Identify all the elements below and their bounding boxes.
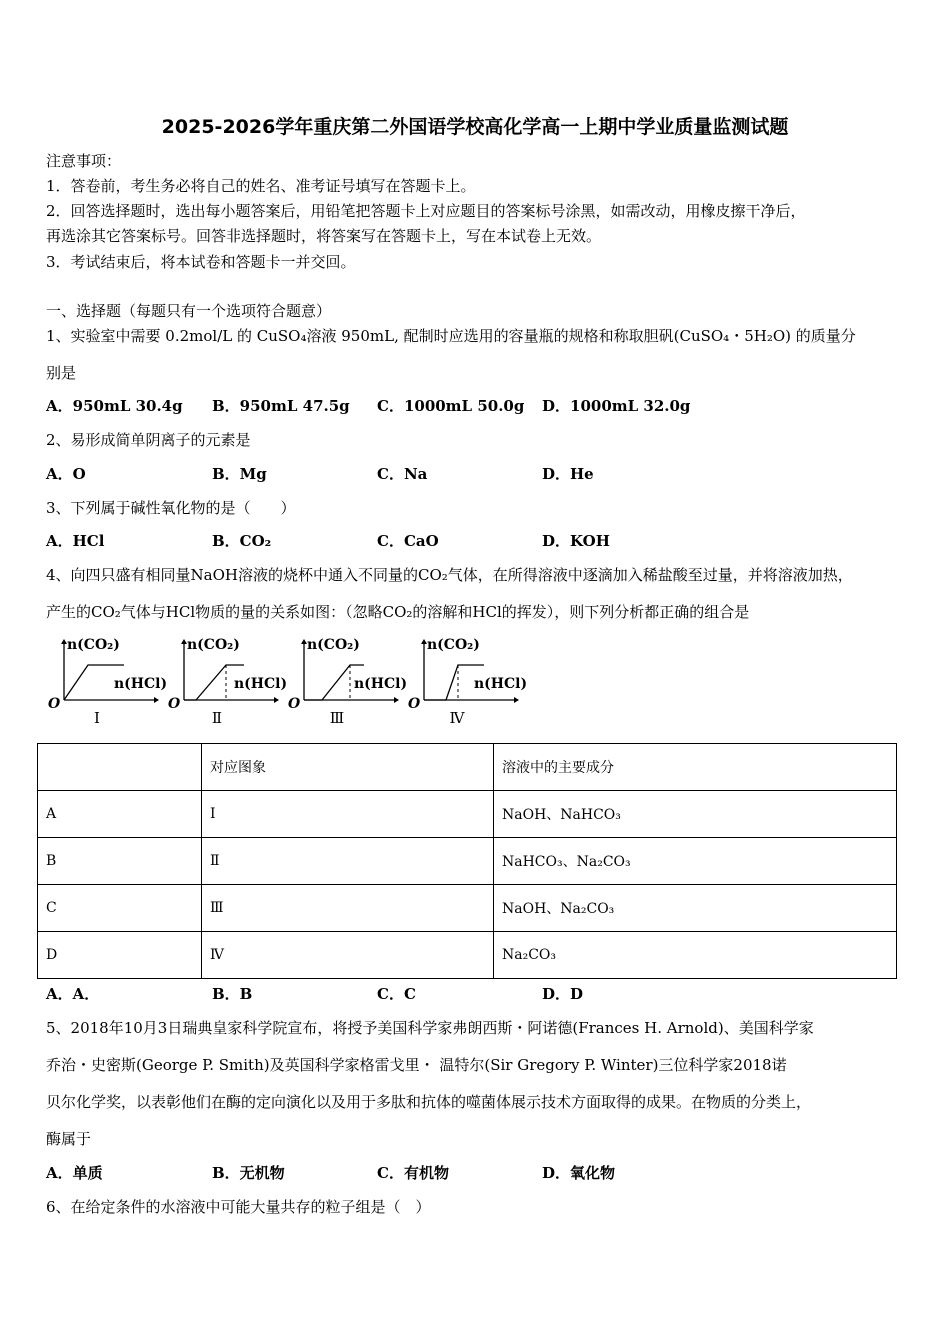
q3-option-d[interactable]: D．KOH [542,532,610,550]
q3-text: 3、下列属于碱性氧化物的是（ ） [46,499,296,517]
table-header-row [38,744,897,791]
table-header: 溶液中的主要成分 [494,744,897,791]
q3-option-a[interactable]: A．HCl [46,532,105,550]
x-axis-arrow [154,697,159,703]
graph-label: Ⅳ [449,709,465,727]
table-cell: NaOH、NaHCO₃ [494,791,897,838]
q5-text: 贝尔化学奖，以表彰他们在酶的定向演化以及用于多肽和抗体的噬菌体展示技术方面取得的成果。在物质的分类上， [46,1093,812,1111]
graph-label: Ⅲ [329,709,345,727]
table-header: 对应图象 [202,744,494,791]
x-axis-label: n(HCl) [114,676,168,692]
origin-label: O [168,696,181,712]
q1-option-a[interactable]: A．950mL 30.4g [46,397,183,415]
q5-option-b[interactable]: B．无机物 [212,1164,285,1182]
table-row [38,932,897,979]
q2-text: 2、易形成简单阴离子的元素是 [46,431,251,449]
origin-label: O [288,696,301,712]
q1-option-b[interactable]: B．950mL 47.5g [212,397,350,415]
section-heading: 一、选择题（每题只有一个选项符合题意） [46,302,332,320]
q4-graphs [40,630,530,730]
q1-option-c[interactable]: C．1000mL 50.0g [377,397,525,415]
y-axis-label: n(CO₂) [427,637,480,653]
table-row [38,838,897,885]
notice-heading: 注意事项： [46,152,122,170]
x-axis-label: n(HCl) [474,676,528,692]
page-title: 2025-2026学年重庆第二外国语学校高化学高一上期中学业质量监测试题 [161,116,789,138]
q4-table [37,743,897,979]
q5-option-c[interactable]: C．有机物 [377,1164,449,1182]
x-axis-arrow [274,697,279,703]
table-cell: NaHCO₃、Na₂CO₃ [494,838,897,885]
notice-item: 1．答卷前，考生务必将自己的姓名、准考证号填写在答题卡上。 [46,177,476,195]
q5-text: 酶属于 [46,1130,92,1148]
table-cell: C [38,885,202,932]
q1-text: 别是 [46,364,77,382]
table-cell: Na₂CO₃ [494,932,897,979]
notice-item: 再选涂其它答案标号。回答非选择题时，将答案写在答题卡上，写在本试卷上无效。 [46,227,602,245]
x-axis-label: n(HCl) [234,676,288,692]
q4-option-b[interactable]: B．B [212,985,253,1003]
table-cell: Ⅳ [202,932,494,979]
q4-text: 4、向四只盛有相同量NaOH溶液的烧杯中通入不同量的CO₂气体，在所得溶液中逐滴加入稀盐酸至过量，并将溶液加热， [46,566,853,584]
q6-text: 6、在给定条件的水溶液中可能大量共存的粒子组是（ ） [46,1198,431,1216]
table-cell: Ⅰ [202,791,494,838]
q5-option-d[interactable]: D．氧化物 [542,1164,616,1182]
notice-item: 3．考试结束后，将本试卷和答题卡一并交回。 [46,253,356,271]
graph-label: Ⅰ [94,709,100,727]
q5-option-a[interactable]: A．单质 [46,1164,103,1182]
origin-label: O [408,696,421,712]
q2-option-d[interactable]: D．He [542,465,594,483]
graph-label: Ⅱ [211,709,223,727]
q4-option-d[interactable]: D．D [542,985,584,1003]
q4-option-c[interactable]: C．C [377,985,416,1003]
x-axis-arrow [394,697,399,703]
q1-option-d[interactable]: D．1000mL 32.0g [542,397,691,415]
table-cell: B [38,838,202,885]
q4-option-a[interactable]: A．A． [46,985,100,1003]
table-cell: D [38,932,202,979]
table-row [38,791,897,838]
y-axis-label: n(CO₂) [187,637,240,653]
table-cell: Ⅱ [202,838,494,885]
y-axis-label: n(CO₂) [307,637,360,653]
table-header [38,744,202,791]
table-cell: Ⅲ [202,885,494,932]
x-axis-arrow [514,697,519,703]
table-cell: NaOH、Na₂CO₃ [494,885,897,932]
y-axis-label: n(CO₂) [67,637,120,653]
q5-text: 5、2018年10月3日瑞典皇家科学院宣布，将授予美国科学家弗朗西斯・阿诺德(Frances H. Arnold)、美国科学家 [46,1019,814,1037]
table-row [38,885,897,932]
q2-option-c[interactable]: C．Na [377,465,428,483]
q1-text: 1、实验室中需要 0.2mol/L 的 CuSO₄溶液 950mL, 配制时应选用的容量瓶的规格和称取胆矾(CuSO₄・5H₂O) 的质量分 [46,327,856,345]
q3-option-b[interactable]: B．CO₂ [212,532,272,550]
q2-option-a[interactable]: A．O [46,465,86,483]
notice-item: 2．回答选择题时，选出每小题答案后，用铅笔把答题卡上对应题目的答案标号涂黑，如需改动，用橡皮擦干净后， [46,202,806,220]
q4-text: 产生的CO₂气体与HCl物质的量的关系如图：（忽略CO₂的溶解和HCl的挥发），则下列分析都正确的组合是 [46,603,750,621]
q3-option-c[interactable]: C．CaO [377,532,439,550]
origin-label: O [48,696,61,712]
q2-option-b[interactable]: B．Mg [212,465,267,483]
q5-text: 乔治・史密斯(George P. Smith)及英国科学家格雷戈里・ 温特尔(Sir Gregory P. Winter)三位科学家2018诺 [46,1056,787,1074]
table-cell: A [38,791,202,838]
x-axis-label: n(HCl) [354,676,408,692]
